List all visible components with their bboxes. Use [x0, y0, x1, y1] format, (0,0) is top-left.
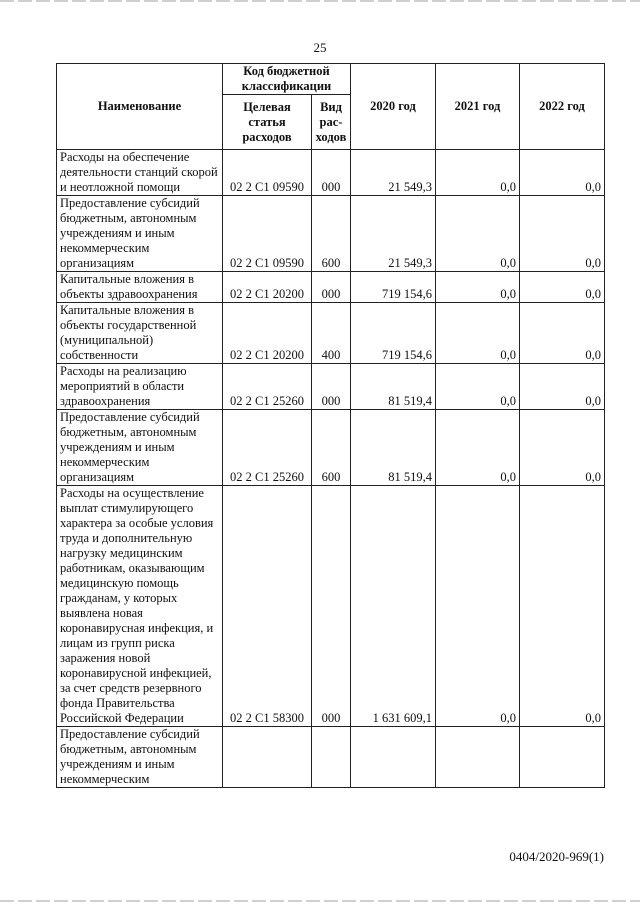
table-row: [57, 727, 605, 788]
row-name: Предоставление субсидий бюджетным, автономным учреждениям и иным некоммерческим: [57, 727, 223, 788]
table-row: [57, 303, 605, 364]
table-row: [57, 486, 605, 727]
row-value-2020: 719 154,6: [351, 272, 436, 303]
row-value-2021: 0,0: [436, 364, 520, 410]
row-value-2021: [436, 727, 520, 788]
row-value-2022: 0,0: [520, 303, 605, 364]
row-value-2022: 0,0: [520, 410, 605, 486]
table-row: [57, 272, 605, 303]
scan-edge-bottom: [0, 900, 640, 902]
row-value-2022: 0,0: [520, 364, 605, 410]
row-value-2022: 0,0: [520, 272, 605, 303]
row-value-2020: 81 519,4: [351, 364, 436, 410]
row-value-2020: 21 549,3: [351, 150, 436, 196]
row-name: Расходы на осуществление выплат стимулирующего характера за особые условия труда и дополнительную нагрузку медицинским работникам, оказывающим медицинскую помощь гражданам, у которых выявлена новая коронавирусная инфекция, и лицам из групп риска заражения новой коронавирусной инфекцией, за счет средств резервного фонда Правительства Российской Федерации: [57, 486, 223, 727]
table-row: [57, 150, 605, 196]
row-target-code: 02 2 С1 20200: [223, 303, 312, 364]
header-code-group: Код бюджетной классификации: [223, 64, 351, 95]
row-target-code: 02 2 С1 09590: [223, 196, 312, 272]
page-number: 25: [313, 40, 327, 55]
row-name: Предоставление субсидий бюджетным, автономным учреждениям и иным некоммерческим организациям: [57, 410, 223, 486]
row-name: Капитальные вложения в объекты государственной (муниципальной) собственности: [57, 303, 223, 364]
row-value-2022: 0,0: [520, 150, 605, 196]
row-name: Расходы на реализацию мероприятий в области здравоохранения: [57, 364, 223, 410]
row-value-2020: 719 154,6: [351, 303, 436, 364]
scan-edge-top: [0, 0, 640, 2]
header-name: Наименование: [57, 64, 223, 150]
row-target-code: 02 2 С1 25260: [223, 364, 312, 410]
row-kind-code: [312, 727, 351, 788]
table-row: [57, 410, 605, 486]
header-2020: 2020 год: [351, 64, 436, 150]
row-kind-code: 600: [312, 196, 351, 272]
row-value-2022: 0,0: [520, 196, 605, 272]
table-row: [57, 364, 605, 410]
row-value-2021: 0,0: [436, 486, 520, 727]
row-value-2021: 0,0: [436, 196, 520, 272]
row-value-2020: 1 631 609,1: [351, 486, 436, 727]
header-target: Целевая статья расходов: [223, 95, 312, 150]
row-kind-code: 600: [312, 410, 351, 486]
row-value-2022: [520, 727, 605, 788]
row-kind-code: 000: [312, 364, 351, 410]
row-kind-code: 000: [312, 486, 351, 727]
budget-table: [56, 63, 605, 788]
row-target-code: 02 2 С1 25260: [223, 410, 312, 486]
row-value-2020: 81 519,4: [351, 410, 436, 486]
row-kind-code: 000: [312, 150, 351, 196]
row-value-2020: [351, 727, 436, 788]
row-target-code: [223, 727, 312, 788]
row-target-code: 02 2 С1 58300: [223, 486, 312, 727]
table-row: [57, 196, 605, 272]
row-target-code: 02 2 С1 20200: [223, 272, 312, 303]
row-target-code: 02 2 С1 09590: [223, 150, 312, 196]
header-2022: 2022 год: [520, 64, 605, 150]
row-kind-code: 000: [312, 272, 351, 303]
row-name: Предоставление субсидий бюджетным, автономным учреждениям и иным некоммерческим организациям: [57, 196, 223, 272]
row-value-2020: 21 549,3: [351, 196, 436, 272]
header-kind: Вид рас-ходов: [312, 95, 351, 150]
row-kind-code: 400: [312, 303, 351, 364]
row-name: Расходы на обеспечение деятельности станций скорой и неотложной помощи: [57, 150, 223, 196]
row-value-2021: 0,0: [436, 303, 520, 364]
header-2021: 2021 год: [436, 64, 520, 150]
row-value-2022: 0,0: [520, 486, 605, 727]
row-value-2021: 0,0: [436, 410, 520, 486]
row-value-2021: 0,0: [436, 272, 520, 303]
document-code: 0404/2020-969(1): [509, 849, 604, 864]
row-name: Капитальные вложения в объекты здравоохранения: [57, 272, 223, 303]
row-value-2021: 0,0: [436, 150, 520, 196]
